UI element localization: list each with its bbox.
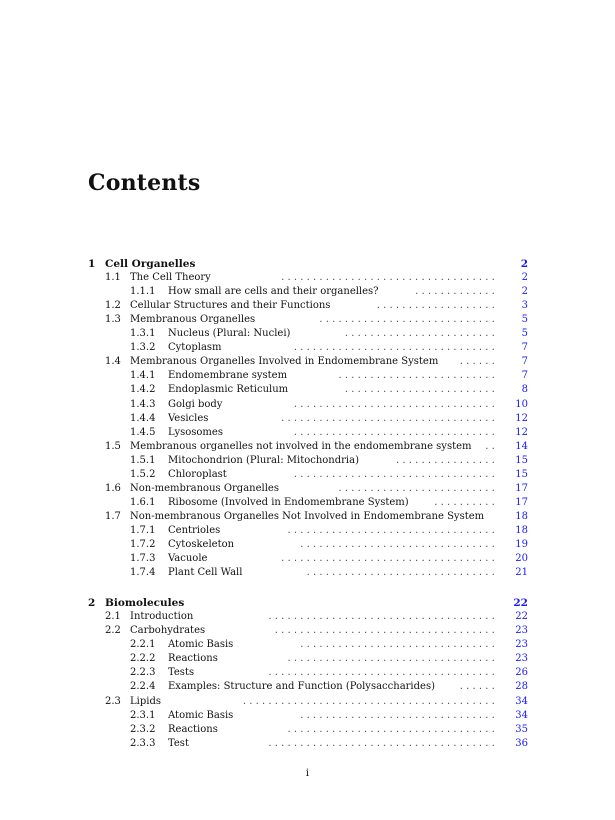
toc-entry-number: 1.4.4 [130, 412, 156, 424]
toc-entry-title: Cellular Structures and their Functions [130, 300, 331, 312]
toc-entry[interactable] [88, 566, 528, 580]
toc-dot-leader: ................................... [274, 625, 498, 637]
toc-entry-number: 1.7.2 [130, 539, 156, 550]
toc-dot-leader: .................................... [268, 737, 498, 749]
toc-dot-leader: ......................... [338, 370, 498, 382]
toc-entry-number: 2 [88, 597, 96, 610]
toc-entry-page-link[interactable]: 34 [515, 709, 528, 721]
toc-entry-title: Examples: Structure and Function (Polysaccharides) [168, 681, 435, 693]
toc-entry-title: How small are cells and their organelles? [168, 286, 379, 298]
toc-entry[interactable] [88, 552, 528, 566]
toc-entry[interactable] [88, 398, 528, 412]
toc-dot-leader: ........................ [344, 328, 498, 340]
toc-entry-page-link[interactable]: 23 [515, 653, 528, 665]
toc-entry-title: Cell Organelles [105, 258, 196, 270]
toc-entry-number: 1.7.3 [130, 553, 156, 565]
toc-entry[interactable] [88, 695, 528, 709]
toc-entry-number: 1.1.1 [130, 286, 156, 298]
toc-entry-title: Vacuole [168, 553, 208, 565]
toc-entry-number: 2.2.1 [130, 639, 156, 651]
toc-dot-leader: ................................. [287, 524, 498, 536]
toc-entry[interactable] [88, 369, 528, 383]
toc-entry[interactable] [88, 412, 528, 426]
toc-entry-number: 1.5.1 [130, 454, 156, 466]
toc-entry[interactable] [88, 610, 528, 624]
toc-entry[interactable] [88, 355, 528, 369]
toc-entry-number: 1.3.1 [130, 328, 156, 340]
toc-entry[interactable] [88, 709, 528, 723]
toc-entry-page-link[interactable]: 35 [515, 723, 528, 735]
toc-entry-page-link[interactable]: 18 [515, 510, 528, 522]
toc-entry-page-link[interactable]: 23 [515, 625, 528, 637]
toc-dot-leader: ................................. [287, 653, 498, 665]
toc-entry-page-link[interactable]: 28 [515, 681, 528, 693]
toc-entry-number: 2.2.2 [130, 653, 156, 665]
toc-entry-number: 1.6 [105, 482, 121, 494]
toc-dot-leader: ........................ [344, 384, 498, 396]
toc-entry-number: 2.2.4 [130, 681, 156, 693]
toc-entry-title: Membranous organelles not involved in the endomembrane system [130, 440, 472, 452]
toc-entry-number: 1.7 [105, 510, 121, 522]
toc-entry-page-link[interactable]: 15 [515, 454, 528, 466]
toc-chapter-entry[interactable] [88, 596, 528, 610]
toc-entry-title: Membranous Organelles Involved in Endomembrane System [130, 356, 439, 368]
toc-dot-leader: .................................... [268, 667, 498, 679]
toc-entry-title: Mitochondrion (Plural: Mitochondria) [168, 454, 359, 466]
toc-entry-title: Cytoplasm [168, 342, 222, 354]
toc-entry-page-link[interactable]: 19 [515, 539, 528, 550]
toc-entry-title: The Cell Theory [130, 272, 211, 284]
toc-entry-title: Atomic Basis [168, 709, 234, 721]
toc-dot-leader: .. [485, 440, 498, 452]
toc-entry-title: Centrioles [168, 524, 221, 536]
toc-entry-title: Reactions [168, 653, 218, 665]
toc-dot-leader: .................................. [281, 412, 498, 424]
toc-entry[interactable] [88, 524, 528, 538]
toc-dot-leader: ............................ [319, 314, 498, 326]
toc-entry-title: Carbohydrates [130, 625, 206, 637]
toc-entry[interactable] [88, 313, 528, 327]
toc-entry-number: 1.7.1 [130, 524, 156, 536]
toc-entry[interactable] [88, 440, 528, 454]
toc-entry-number: 1.7.4 [130, 567, 156, 579]
toc-entry[interactable] [88, 482, 528, 496]
toc-entry-number: 1.4.3 [130, 398, 156, 410]
toc-entry-title: Ribosome (Involved in Endomembrane System) [168, 496, 409, 508]
toc-chapter-entry[interactable] [88, 257, 528, 271]
toc-entry-page-link[interactable]: 12 [515, 426, 528, 438]
toc-entry-page-link[interactable]: 15 [515, 468, 528, 480]
toc-dot-leader: ............. [415, 286, 498, 298]
toc-entry-page-link[interactable]: 36 [515, 737, 528, 749]
toc-entry-number: 1.4.2 [130, 384, 156, 396]
toc-entry-title: Lipids [130, 695, 161, 707]
toc-entry-title: Vesicles [168, 412, 209, 424]
toc-dot-leader: .............................. [306, 567, 498, 579]
toc-entry-page-link[interactable]: 7 [521, 370, 528, 382]
toc-entry-number: 1.5.2 [130, 468, 156, 480]
toc-entry-number: 2.3.2 [130, 723, 156, 735]
toc-dot-leader: ........................................ [242, 695, 498, 707]
toc-dot-leader: ................................ [293, 342, 498, 354]
toc-entry-title: Endoplasmic Reticulum [168, 384, 289, 396]
toc-dot-leader: ............................... [300, 539, 498, 550]
toc-entry[interactable] [88, 652, 528, 666]
toc-entry-title: Non-membranous Organelles Not Involved in Endomembrane System [130, 510, 485, 522]
toc-entry-title: Nucleus (Plural: Nuclei) [168, 328, 291, 340]
toc-dot-leader: .................................. [281, 272, 498, 284]
toc-entry-title: Biomolecules [105, 597, 185, 610]
toc-entry-page-link[interactable]: 21 [515, 567, 528, 579]
toc-entry-page-link[interactable]: 3 [521, 300, 528, 312]
toc-entry-page-link[interactable]: 7 [521, 356, 528, 368]
toc-entry-title: Tests [168, 667, 195, 679]
toc-entry-page-link[interactable]: 22 [513, 597, 528, 610]
toc-entry[interactable] [88, 383, 528, 397]
toc-entry-title: Test [168, 737, 189, 749]
toc-entry-page-link[interactable]: 7 [521, 342, 528, 354]
toc-entry[interactable] [88, 680, 528, 694]
toc-dot-leader: .......... [434, 496, 498, 508]
toc-entry[interactable] [88, 496, 528, 510]
toc-dot-leader: ............................... [300, 709, 498, 721]
toc-entry[interactable] [88, 510, 528, 524]
toc-entry-page-link[interactable]: 10 [515, 398, 528, 410]
toc-dot-leader: .................................. [281, 553, 498, 565]
toc-entry-title: Reactions [168, 723, 218, 735]
toc-entry[interactable] [88, 468, 528, 482]
toc-entry[interactable] [88, 285, 528, 299]
toc-entry-title: Introduction [130, 611, 194, 623]
toc-dot-leader: ................................ [293, 468, 498, 480]
toc-entry[interactable] [88, 341, 528, 355]
toc-entry-number: 1.6.1 [130, 496, 156, 508]
toc-entry-page-link[interactable]: 12 [515, 412, 528, 424]
toc-entry[interactable] [88, 426, 528, 440]
toc-entry-page-link[interactable]: 8 [521, 384, 528, 396]
toc-entry-number: 2.2 [105, 625, 121, 637]
toc-dot-leader: ............................... [300, 639, 498, 651]
toc-dot-leader: ................................ [293, 398, 498, 410]
toc-entry[interactable] [88, 638, 528, 652]
toc-entry-title: Cytoskeleton [168, 539, 235, 550]
toc-entry[interactable] [88, 538, 528, 552]
toc-entry-number: 2.2.3 [130, 667, 156, 679]
toc-entry-number: 1.1 [105, 272, 121, 284]
toc-entry[interactable] [88, 454, 528, 468]
toc-entry-number: 2.1 [105, 611, 121, 623]
toc-entry-page-link[interactable]: 18 [515, 524, 528, 536]
toc-entry-page-link[interactable]: 2 [520, 258, 528, 270]
toc-entry-number: 2.3 [105, 695, 121, 707]
toc-entry[interactable] [88, 299, 528, 313]
toc-entry-number: 1.5 [105, 440, 121, 452]
toc-entry-page-link[interactable]: 26 [515, 667, 528, 679]
toc-entry-page-link[interactable]: 2 [521, 286, 528, 298]
toc-entry[interactable] [88, 666, 528, 680]
toc-dot-leader: ...... [459, 681, 498, 693]
toc-entry-page-link[interactable]: 14 [515, 440, 528, 452]
toc-entry-title: Membranous Organelles [130, 314, 256, 326]
toc-entry-title: Atomic Basis [168, 639, 234, 651]
toc-entry[interactable] [88, 737, 528, 751]
toc-dot-leader: ................................. [287, 723, 498, 735]
toc-entry-title: Plant Cell Wall [168, 567, 243, 579]
toc-entry[interactable] [88, 327, 528, 341]
toc-entry-number: 1.2 [105, 300, 121, 312]
toc-entry-number: 1.4.1 [130, 370, 156, 382]
toc-entry-page-link[interactable]: 5 [521, 328, 528, 340]
toc-entry-title: Endomembrane system [168, 370, 288, 382]
toc-entry-page-link[interactable]: 22 [515, 611, 528, 623]
page-title: Contents [88, 170, 201, 196]
toc-dot-leader: ................................ [293, 426, 498, 438]
toc-entry-title: Golgi body [168, 398, 223, 410]
toc-dot-leader: ...... [459, 356, 498, 368]
toc-entry[interactable] [88, 624, 528, 638]
toc-entry-title: Non-membranous Organelles [130, 482, 279, 494]
toc-entry-number: 1.3.2 [130, 342, 156, 354]
toc-dot-leader: ................ [395, 454, 498, 466]
toc-entry-page-link[interactable]: 17 [515, 482, 528, 494]
page-number: i [305, 768, 310, 779]
toc-entry[interactable] [88, 271, 528, 285]
toc-entry-number: 2.3.1 [130, 709, 156, 721]
toc-entry-title: Chloroplast [168, 468, 227, 480]
toc-entry-page-link[interactable]: 34 [515, 695, 528, 707]
toc-entry-page-link[interactable]: 20 [515, 553, 528, 565]
toc-entry-number: 1.3 [105, 314, 121, 326]
toc-entry-number: 1.4 [105, 356, 121, 368]
toc-entry-page-link[interactable]: 5 [521, 314, 528, 326]
toc-entry-number: 2.3.3 [130, 737, 156, 749]
toc-entry-number: 1 [88, 258, 96, 270]
toc-entry-page-link[interactable]: 17 [515, 496, 528, 508]
toc-entry-number: 1.4.5 [130, 426, 156, 438]
toc-entry-page-link[interactable]: 2 [521, 272, 528, 284]
toc-dot-leader: ......................... [338, 482, 498, 494]
toc-dot-leader: .................................... [268, 611, 498, 623]
toc-entry-title: Lysosomes [168, 426, 223, 438]
toc-entry-page-link[interactable]: 23 [515, 639, 528, 651]
toc-dot-leader: ................... [376, 300, 498, 312]
toc-entry[interactable] [88, 723, 528, 737]
